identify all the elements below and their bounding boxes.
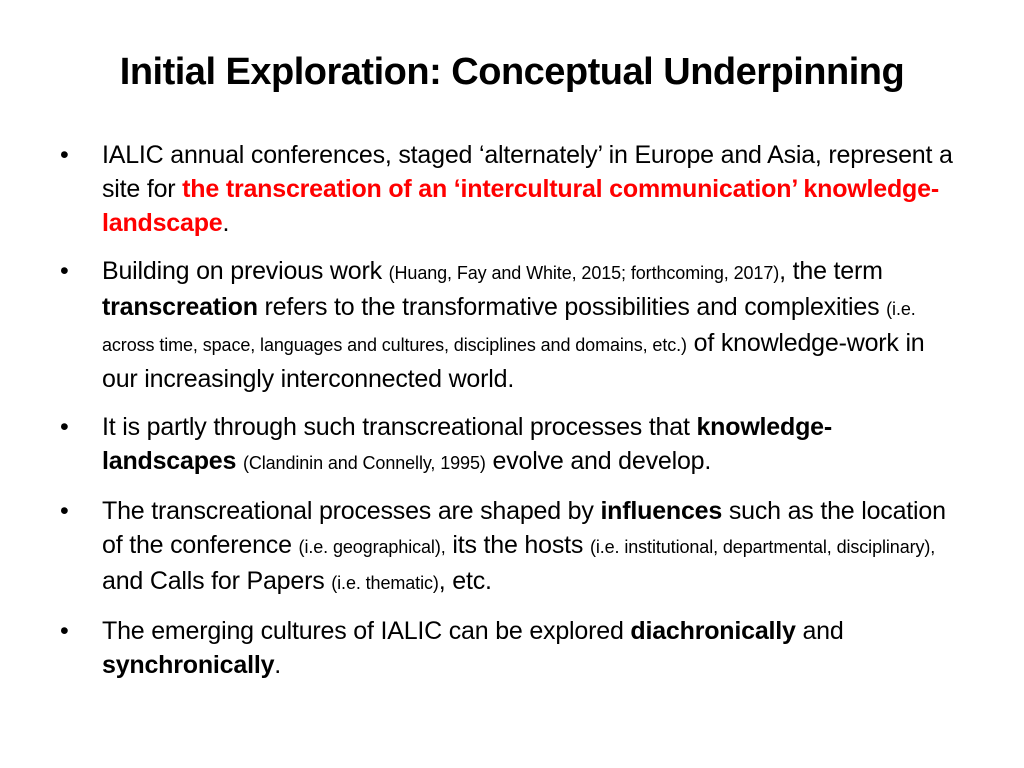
citation-text: (i.e. across time, space, languages and cultures, disciplines and domains, etc.)	[102, 299, 916, 355]
citation-text: (Clandinin and Connelly, 1995)	[242, 453, 486, 473]
bullet-text: of knowledge-work in our increasingly interconnected world.	[102, 329, 925, 393]
bullet-text: Building on previous work	[102, 257, 389, 285]
bold-term: diachronically	[630, 617, 796, 645]
bold-term: transcreation	[102, 293, 258, 321]
citation-text: (i.e. institutional, departmental, disciplinary),	[589, 537, 936, 557]
bullet-text	[236, 447, 243, 475]
bold-term: knowledge-landscapes	[102, 413, 832, 475]
bullet-icon: •	[60, 413, 69, 441]
bullet-text: its the hosts	[445, 531, 590, 559]
bullet-text: , etc.	[438, 567, 492, 595]
bullet-text: , the term	[779, 257, 883, 285]
bullet-icon: •	[60, 257, 69, 285]
bullet-icon: •	[60, 617, 69, 645]
highlight-text: the transcreation of an ‘intercultural communication’ knowledge-landscape	[102, 175, 939, 237]
bullet-text: It is partly through such transcreational processes that	[102, 413, 697, 441]
citation-text: (i.e. thematic)	[331, 573, 439, 593]
bullet-text: refers to the transformative possibilities and complexities	[257, 293, 887, 321]
citation-text: (i.e. geographical),	[298, 537, 446, 557]
bullet-text: The transcreational processes are shaped by	[102, 497, 601, 525]
bullet-item	[60, 614, 964, 682]
slide-title: Initial Exploration: Conceptual Underpinning	[119, 51, 905, 93]
bullet-icon: •	[60, 497, 69, 525]
bullet-icon: •	[60, 141, 69, 169]
bullet-item	[60, 410, 964, 480]
citation-text: (Huang, Fay and White, 2015; forthcoming, 2017)	[388, 263, 780, 283]
bold-term: influences	[600, 497, 723, 525]
bullet-item	[60, 494, 964, 600]
bullet-text: evolve and develop.	[485, 447, 712, 475]
bullet-text: The emerging cultures of IALIC can be explored	[102, 617, 631, 645]
bullet-text: and	[795, 617, 844, 645]
bullet-list	[60, 138, 964, 696]
bold-term: synchronically	[102, 651, 275, 679]
bullet-item	[60, 138, 964, 240]
bullet-text: IALIC annual conferences, staged ‘alternately’ in Europe and Asia, represent a site for	[102, 141, 953, 203]
bullet-text: .	[222, 209, 230, 237]
bullet-item	[60, 254, 964, 396]
bullet-text: such as the location of the conference	[102, 497, 946, 559]
bullet-text: and Calls for Papers	[102, 567, 332, 595]
bullet-text: .	[274, 651, 282, 679]
